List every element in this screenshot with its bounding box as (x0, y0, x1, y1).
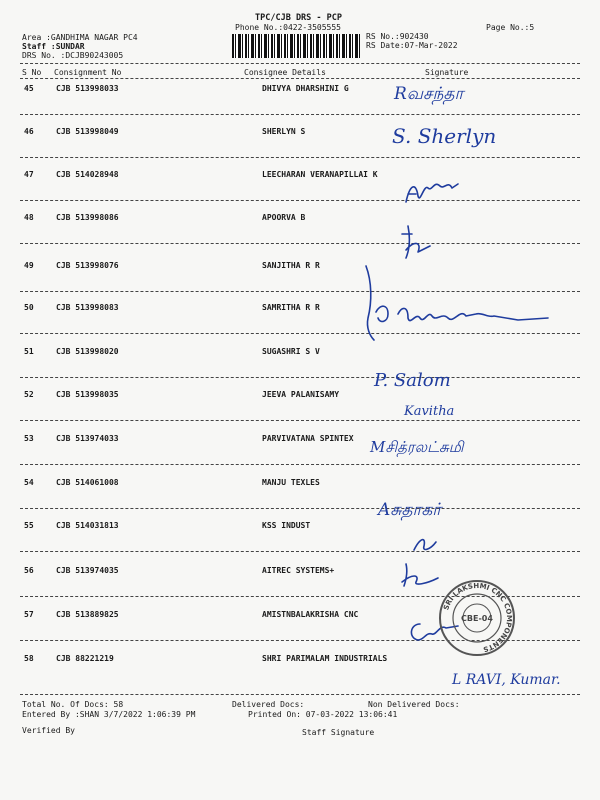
signature-52a: P. Salom (374, 370, 451, 391)
printed-on: Printed On: 07-03-2022 13:06:41 (248, 710, 398, 719)
signature-58: L RAVI, Kumar. (452, 672, 561, 688)
row-sno: 58 (24, 654, 34, 663)
row-divider (20, 508, 580, 509)
row-consignee: SANJITHA R R (262, 261, 320, 270)
row-sno: 50 (24, 303, 34, 312)
non-delivered-docs: Non Delivered Docs: (368, 700, 460, 709)
row-consignment-no: CJB 513889825 (56, 610, 119, 619)
row-sno: 55 (24, 521, 34, 530)
row-divider (20, 243, 580, 244)
col-consignee: Consignee Details (244, 68, 326, 77)
row-consignee: PARVIVATANA SPINTEX (262, 434, 354, 443)
divider (20, 694, 580, 695)
row-divider (20, 200, 580, 201)
row-sno: 45 (24, 84, 34, 93)
row-divider (20, 551, 580, 552)
barcode (232, 34, 360, 58)
rs-date: RS Date:07-Mar-2022 (366, 41, 458, 50)
signature-55: Aசுதாகர் (378, 500, 442, 520)
row-sno: 53 (24, 434, 34, 443)
row-sno: 54 (24, 478, 34, 487)
col-signature: Signature (425, 68, 469, 77)
signature-53: Mசித்ரலட்சுமி (370, 438, 464, 456)
row-consignment-no: CJB 513998083 (56, 303, 119, 312)
entered-by: Entered By :SHAN 3/7/2022 1:06:39 PM (22, 710, 196, 719)
total-docs: Total No. Of Docs: 58 (22, 700, 124, 709)
row-consignee: AMISTNBALAKRISHA CNC (262, 610, 359, 619)
report-title: TPC/CJB DRS - PCP (255, 13, 342, 23)
row-consignee: SHRI PARIMALAM INDUSTRIALS (262, 654, 388, 663)
row-consignee: MANJU TEXLES (262, 478, 320, 487)
row-sno: 46 (24, 127, 34, 136)
row-consignee: SUGASHRI S V (262, 347, 320, 356)
rs-number: RS No.:902430 (366, 32, 429, 41)
divider (20, 78, 580, 79)
delivered-docs: Delivered Docs: (232, 700, 305, 709)
signature-47 (402, 174, 462, 208)
row-consignment-no: CJB 513998020 (56, 347, 119, 356)
signature-52b: Kavitha (404, 404, 455, 419)
signature-48 (396, 222, 440, 262)
row-sno: 51 (24, 347, 34, 356)
row-divider (20, 464, 580, 465)
row-consignment-no: CJB 513998035 (56, 390, 119, 399)
row-consignment-no: CJB 513998076 (56, 261, 119, 270)
staff: Staff :SUNDAR (22, 42, 85, 51)
row-divider (20, 114, 580, 115)
stamp-ring-text: SRI LAKSHMI CNC COMPONENTS (442, 581, 514, 654)
row-divider (20, 420, 580, 421)
row-sno: 48 (24, 213, 34, 222)
verified-by: Verified By (22, 726, 75, 735)
row-consignment-no: CJB 88221219 (56, 654, 114, 663)
divider (20, 63, 580, 64)
row-consignee: SAMRITHA R R (262, 303, 320, 312)
row-consignee: AITREC SYSTEMS+ (262, 566, 335, 575)
row-sno: 47 (24, 170, 34, 179)
row-sno: 57 (24, 610, 34, 619)
row-consignee: KSS INDUST (262, 521, 311, 530)
row-consignment-no: CJB 513974035 (56, 566, 119, 575)
row-consignee: APOORVA B (262, 213, 306, 222)
drs-number: DRS No. :DCJB90243005 (22, 51, 124, 60)
row-divider (20, 157, 580, 158)
row-consignment-no: CJB 513974033 (56, 434, 119, 443)
stamp-center-text: CBE-04 (461, 614, 493, 623)
signature-45: Rவசந்தா (394, 84, 464, 104)
signature-55b (410, 532, 440, 556)
company-stamp (437, 578, 517, 658)
row-sno: 49 (24, 261, 34, 270)
col-sno: S No (22, 68, 42, 77)
signature-46: S. Sherlyn (392, 124, 497, 148)
phone-number: Phone No.:0422-3505555 (235, 23, 341, 32)
row-consignee: LEECHARAN VERANAPILLAI K (262, 170, 378, 179)
row-consignment-no: CJB 514061008 (56, 478, 119, 487)
row-consignment-no: CJB 513998033 (56, 84, 119, 93)
row-divider (20, 377, 580, 378)
row-consignment-no: CJB 513998086 (56, 213, 119, 222)
signature-49-50 (358, 262, 558, 344)
row-consignment-no: CJB 514031813 (56, 521, 119, 530)
row-consignee: SHERLYN S (262, 127, 306, 136)
row-consignment-no: CJB 513998049 (56, 127, 119, 136)
page-number: Page No.:5 (486, 23, 535, 32)
staff-signature: Staff Signature (302, 728, 375, 737)
row-consignee: DHIVYA DHARSHINI G (262, 84, 349, 93)
row-consignee: JEEVA PALANISAMY (262, 390, 340, 399)
col-consignment: Consignment No (54, 68, 122, 77)
row-sno: 56 (24, 566, 34, 575)
area: Area :GANDHIMA NAGAR PC4 (22, 33, 138, 42)
row-sno: 52 (24, 390, 34, 399)
row-consignment-no: CJB 514028948 (56, 170, 119, 179)
